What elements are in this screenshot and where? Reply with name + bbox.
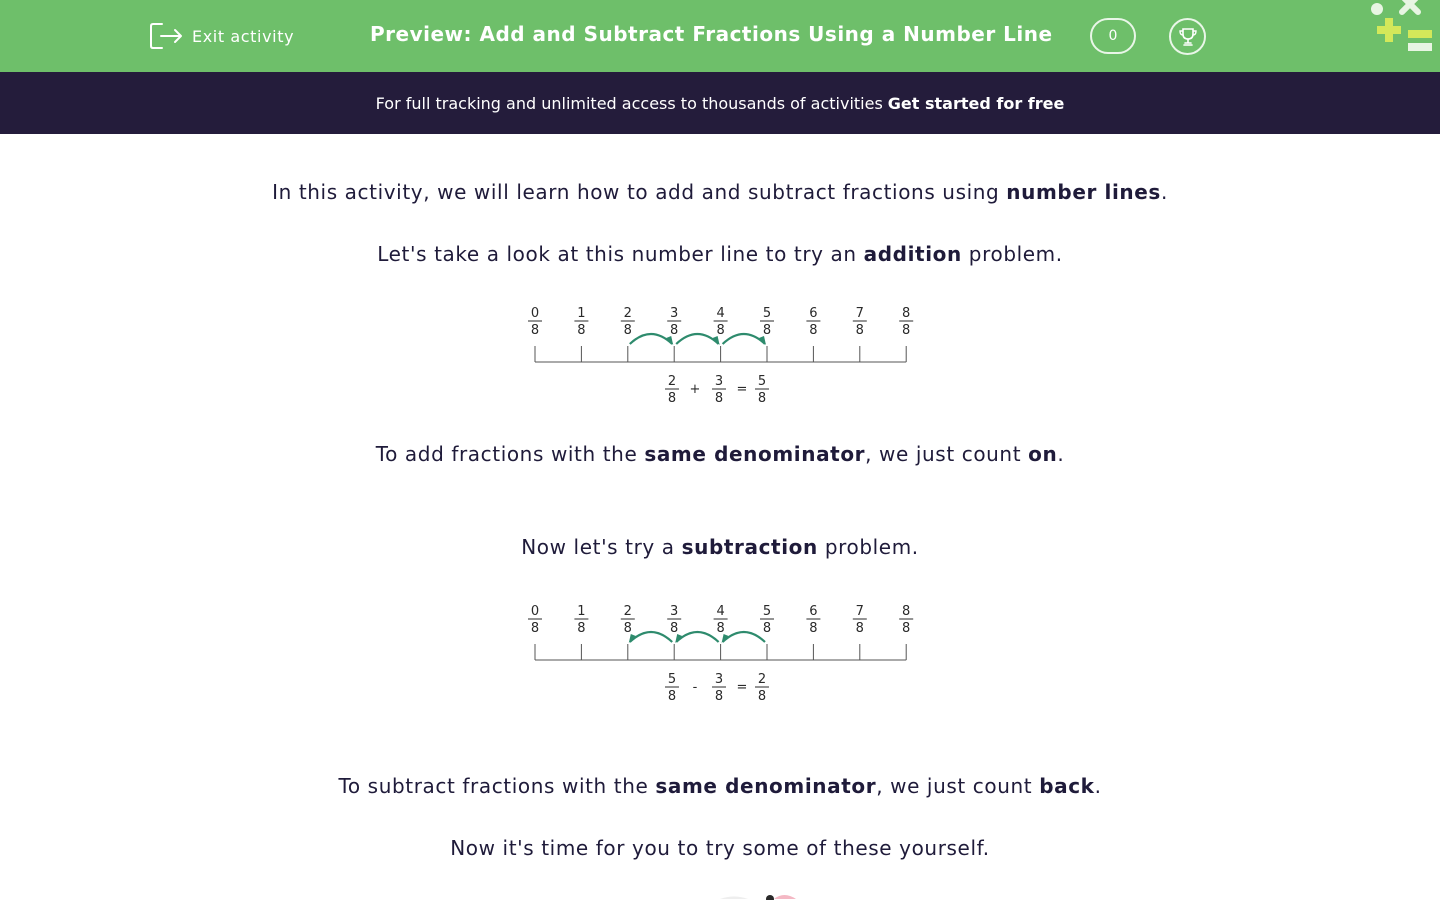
sub-label-4-denominator: 8 [716,621,725,636]
add-jump-arc-2 [723,334,765,344]
sub-label-1 [574,604,588,636]
sub-eq-operand-a-denominator: 8 [667,689,677,704]
sub-label-8-numerator: 8 [902,604,911,619]
sub-label-8 [899,604,913,636]
add-label-2 [621,306,635,338]
sub-jump-arc-1 [676,632,718,642]
get-started-link[interactable]: Get started for free [887,93,1065,113]
sub-label-8-denominator: 8 [902,621,911,636]
number-line-addition-figure [520,300,920,410]
subtraction-prompt: Now let's try a subtraction problem. [521,535,919,559]
sub-label-1-numerator: 1 [577,604,586,619]
exit-activity-label: Exit activity [192,26,295,46]
addition-rule-text: To add fractions with the same denominator, we just count on. [375,442,1065,466]
add-eq-operand-a-denominator: 8 [667,391,677,406]
add-eq-result-numerator: 5 [757,374,767,389]
add-eq-operand-a [665,374,679,406]
add-label-6-numerator: 6 [809,306,818,321]
add-label-3 [667,306,681,338]
sub-label-7 [853,604,867,636]
add-label-4-numerator: 4 [716,306,725,321]
add-label-5-numerator: 5 [762,306,772,321]
sub-label-4-numerator: 4 [716,604,725,619]
add-eq-operand-a-numerator: 2 [667,374,677,389]
illustration-peek [700,885,810,900]
sub-label-3 [667,604,681,636]
number-line-subtraction [520,598,920,708]
add-label-7 [853,306,867,338]
sub-label-2 [621,604,635,636]
add-label-0 [528,306,542,338]
add-label-3-denominator: 8 [670,323,679,338]
sub-label-1-denominator: 8 [577,621,586,636]
brand-logo [1366,0,1440,60]
sub-eq-operator: - [692,680,698,695]
exit-icon [148,20,184,52]
add-label-1-numerator: 1 [577,306,586,321]
intro-text: In this activity, we will learn how to add and subtract fractions using number lines. [272,180,1168,204]
add-label-5 [760,306,774,338]
sub-label-5 [760,604,774,636]
score-counter: 0 [1090,18,1136,54]
sub-label-3-denominator: 8 [670,621,679,636]
sub-label-3-numerator: 3 [670,604,679,619]
add-label-6 [806,306,820,338]
add-label-7-numerator: 7 [855,306,864,321]
sub-eq-operand-b-numerator: 3 [714,672,724,687]
add-label-1-denominator: 8 [577,323,586,338]
add-label-2-denominator: 8 [623,323,632,338]
add-eq-equals: = [736,382,748,397]
trophy-icon [1176,25,1200,49]
add-label-8-numerator: 8 [902,306,911,321]
page-title: Preview: Add and Subtract Fractions Using a Number Line [370,22,1053,46]
sub-eq-operand-a [665,672,679,704]
top-bar [0,0,1440,72]
add-eq-operator: + [689,382,701,397]
add-eq-operand-b-numerator: 3 [714,374,724,389]
add-label-2-numerator: 2 [623,306,632,321]
add-jump-arc-1 [676,334,718,344]
add-label-4-denominator: 8 [716,323,725,338]
sub-eq-operand-b-denominator: 8 [714,689,724,704]
sub-label-6 [806,604,820,636]
add-eq-operand-b-denominator: 8 [714,391,724,406]
sub-label-0-numerator: 0 [530,604,540,619]
add-eq-result [755,374,769,406]
add-eq-result-denominator: 8 [757,391,767,406]
closing-text: Now it's time for you to try some of these yourself. [450,836,990,860]
sub-eq-result [755,672,769,704]
add-label-7-denominator: 8 [855,323,864,338]
sub-eq-equals: = [736,680,748,695]
sub-eq-result-numerator: 2 [757,672,767,687]
addition-prompt: Let's take a look at this number line to try an addition problem. [377,242,1063,266]
sub-label-5-denominator: 8 [762,621,772,636]
banner-text: For full tracking and unlimited access to thousands of activities [375,93,883,113]
add-label-0-numerator: 0 [530,306,540,321]
add-label-0-denominator: 8 [530,323,540,338]
add-jump-arc-0 [630,334,672,344]
sub-jump-arc-2 [723,632,765,642]
promo-banner [0,72,1440,134]
sub-label-0 [528,604,542,636]
add-label-3-numerator: 3 [670,306,679,321]
sub-eq-result-denominator: 8 [757,689,767,704]
add-eq-operand-b [712,374,726,406]
add-label-8 [899,306,913,338]
add-label-6-denominator: 8 [809,323,818,338]
add-label-1 [574,306,588,338]
sub-eq-operand-a-numerator: 5 [667,672,677,687]
sub-eq-operand-b [712,672,726,704]
add-label-4 [714,306,728,338]
number-line-addition [520,300,920,410]
sub-label-0-denominator: 8 [530,621,540,636]
number-line-subtraction-figure [520,598,920,708]
exit-activity-button[interactable] [148,20,294,52]
sub-label-6-denominator: 8 [809,621,818,636]
sub-label-7-denominator: 8 [855,621,864,636]
sub-label-2-denominator: 8 [623,621,632,636]
sub-label-6-numerator: 6 [809,604,818,619]
subtraction-rule-text: To subtract fractions with the same denominator, we just count back. [338,774,1102,798]
sub-label-4 [714,604,728,636]
add-label-5-denominator: 8 [762,323,772,338]
sub-label-2-numerator: 2 [623,604,632,619]
sub-jump-arc-0 [630,632,672,642]
sub-label-7-numerator: 7 [855,604,864,619]
add-label-8-denominator: 8 [902,323,911,338]
trophy-button[interactable] [1169,18,1206,55]
sub-label-5-numerator: 5 [762,604,772,619]
